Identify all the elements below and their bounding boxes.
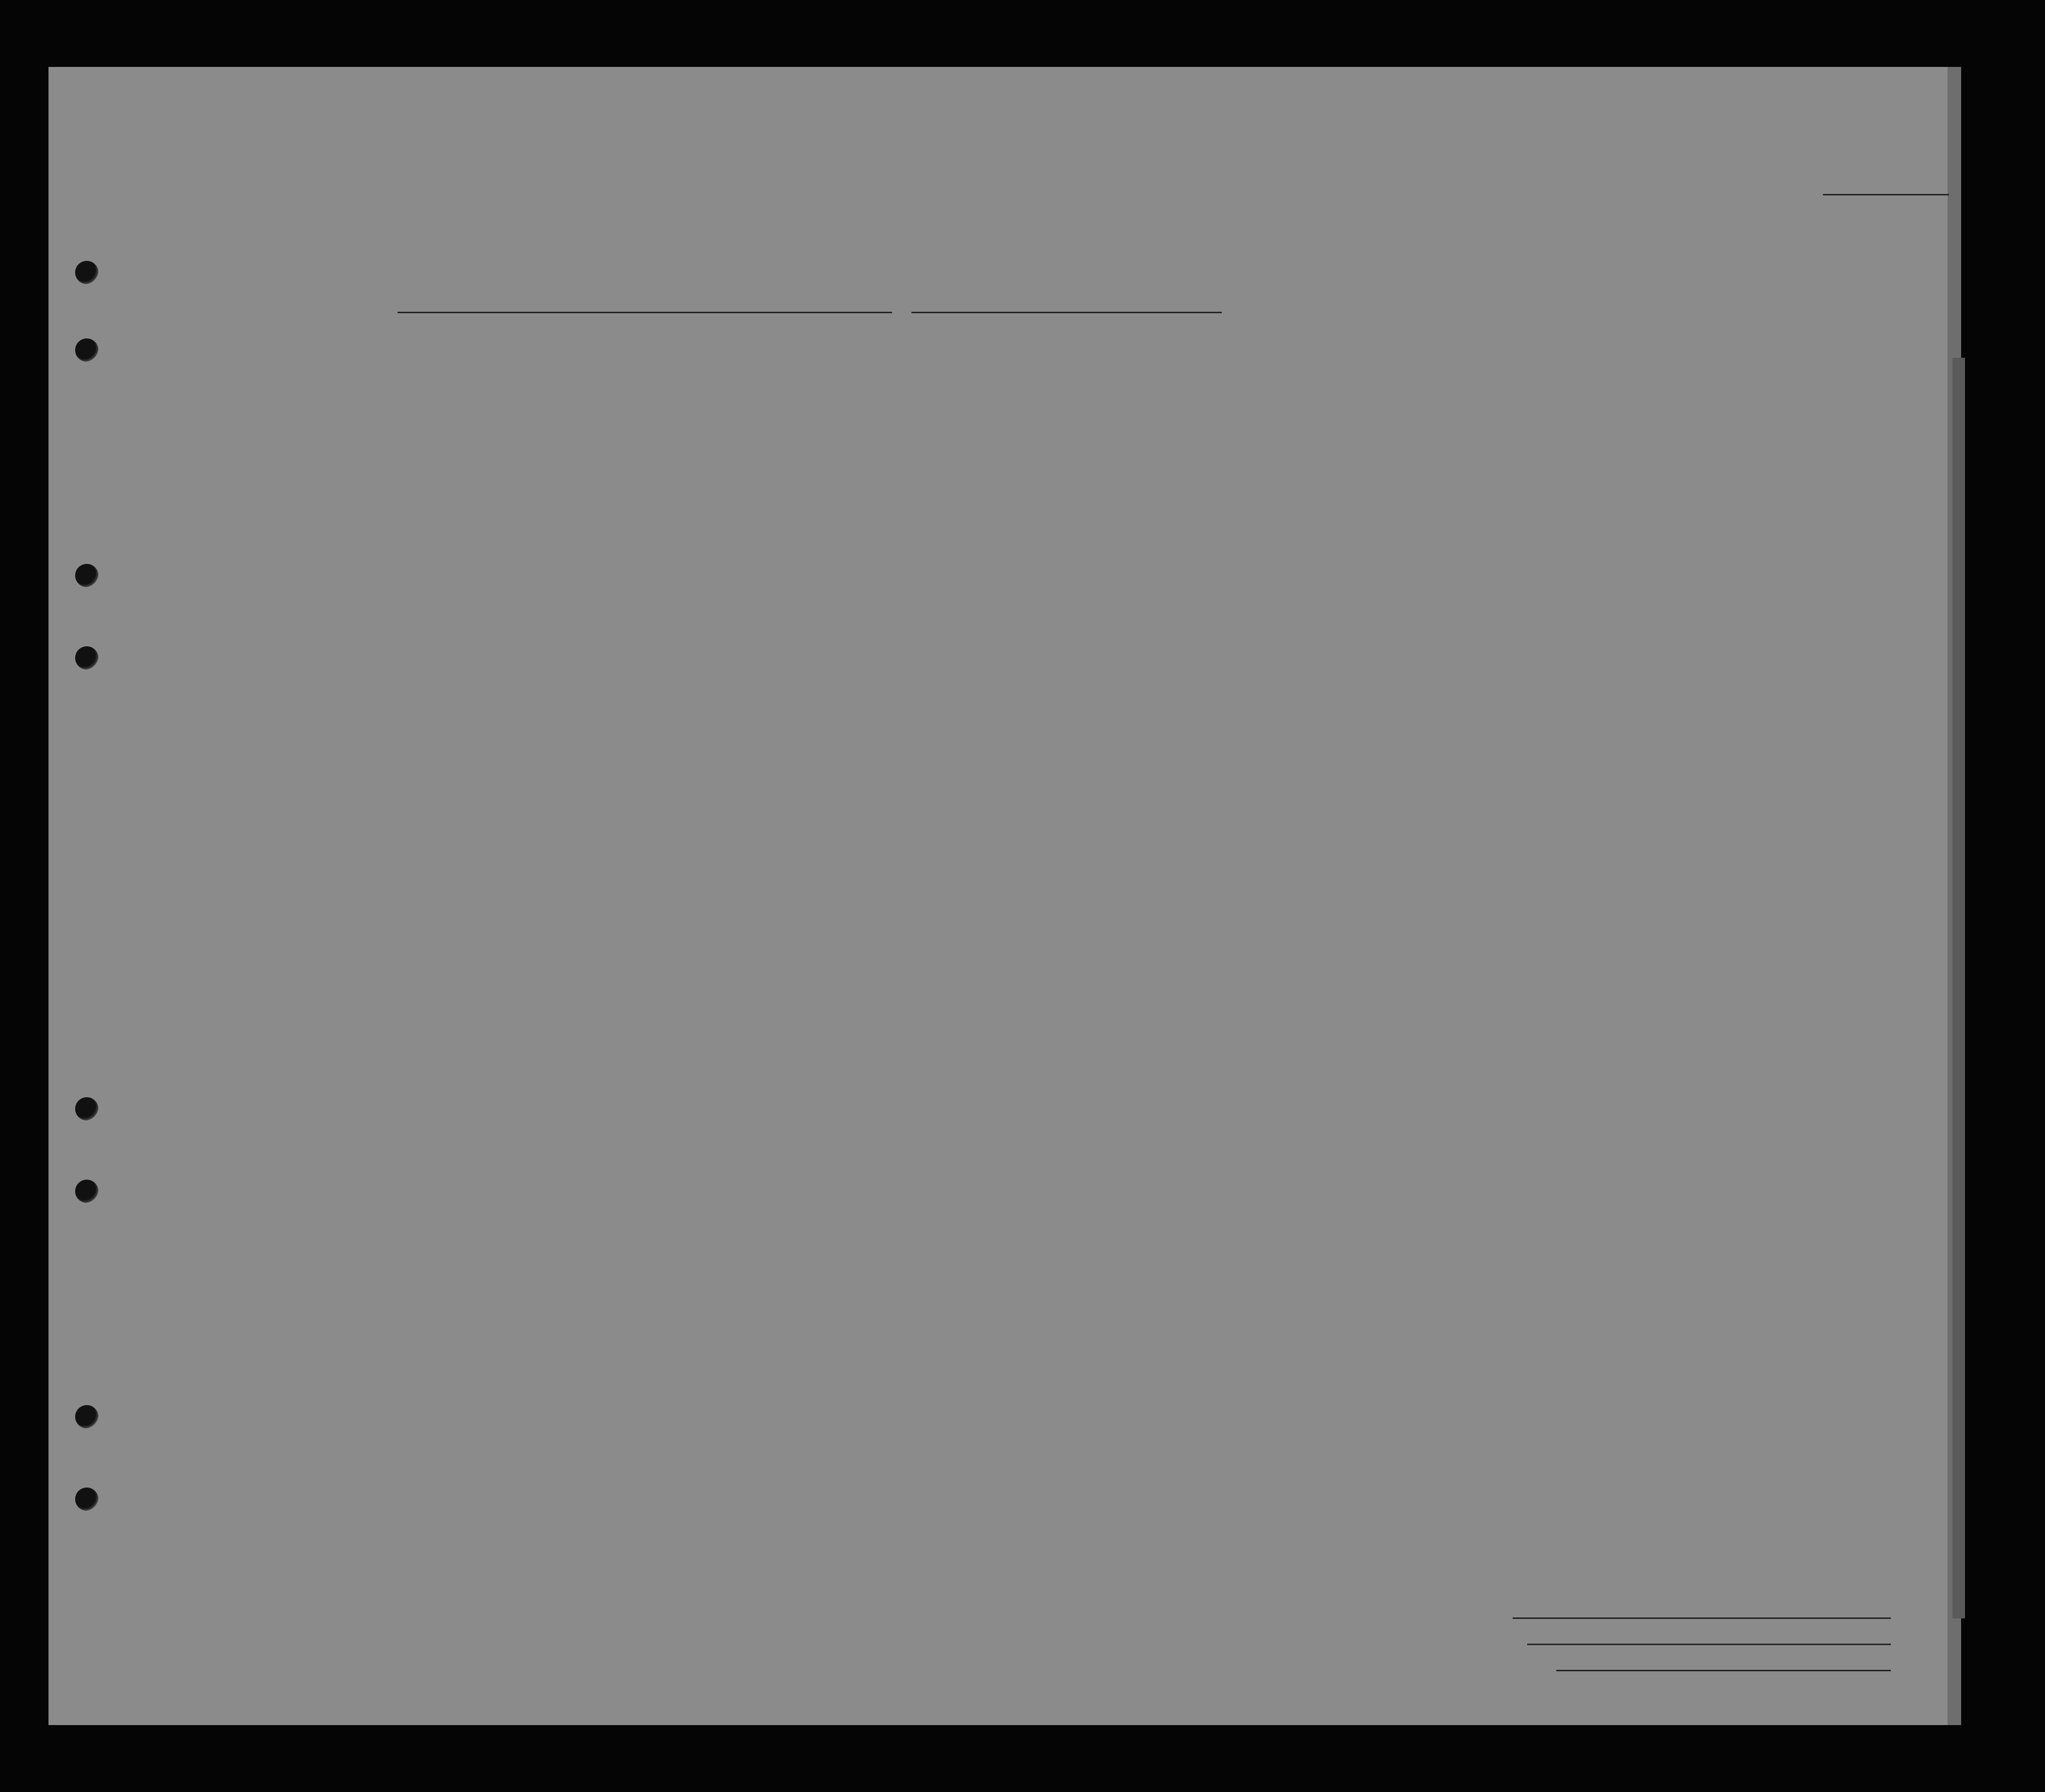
- table-grid: [48, 67, 1948, 1725]
- sheet-edge: [1952, 358, 1965, 1618]
- owners-fill-line: [1527, 1644, 1891, 1645]
- manifest-sheet: [48, 67, 1961, 1725]
- agents-fill-line: [1556, 1670, 1891, 1671]
- line-fill-line: [1513, 1617, 1891, 1619]
